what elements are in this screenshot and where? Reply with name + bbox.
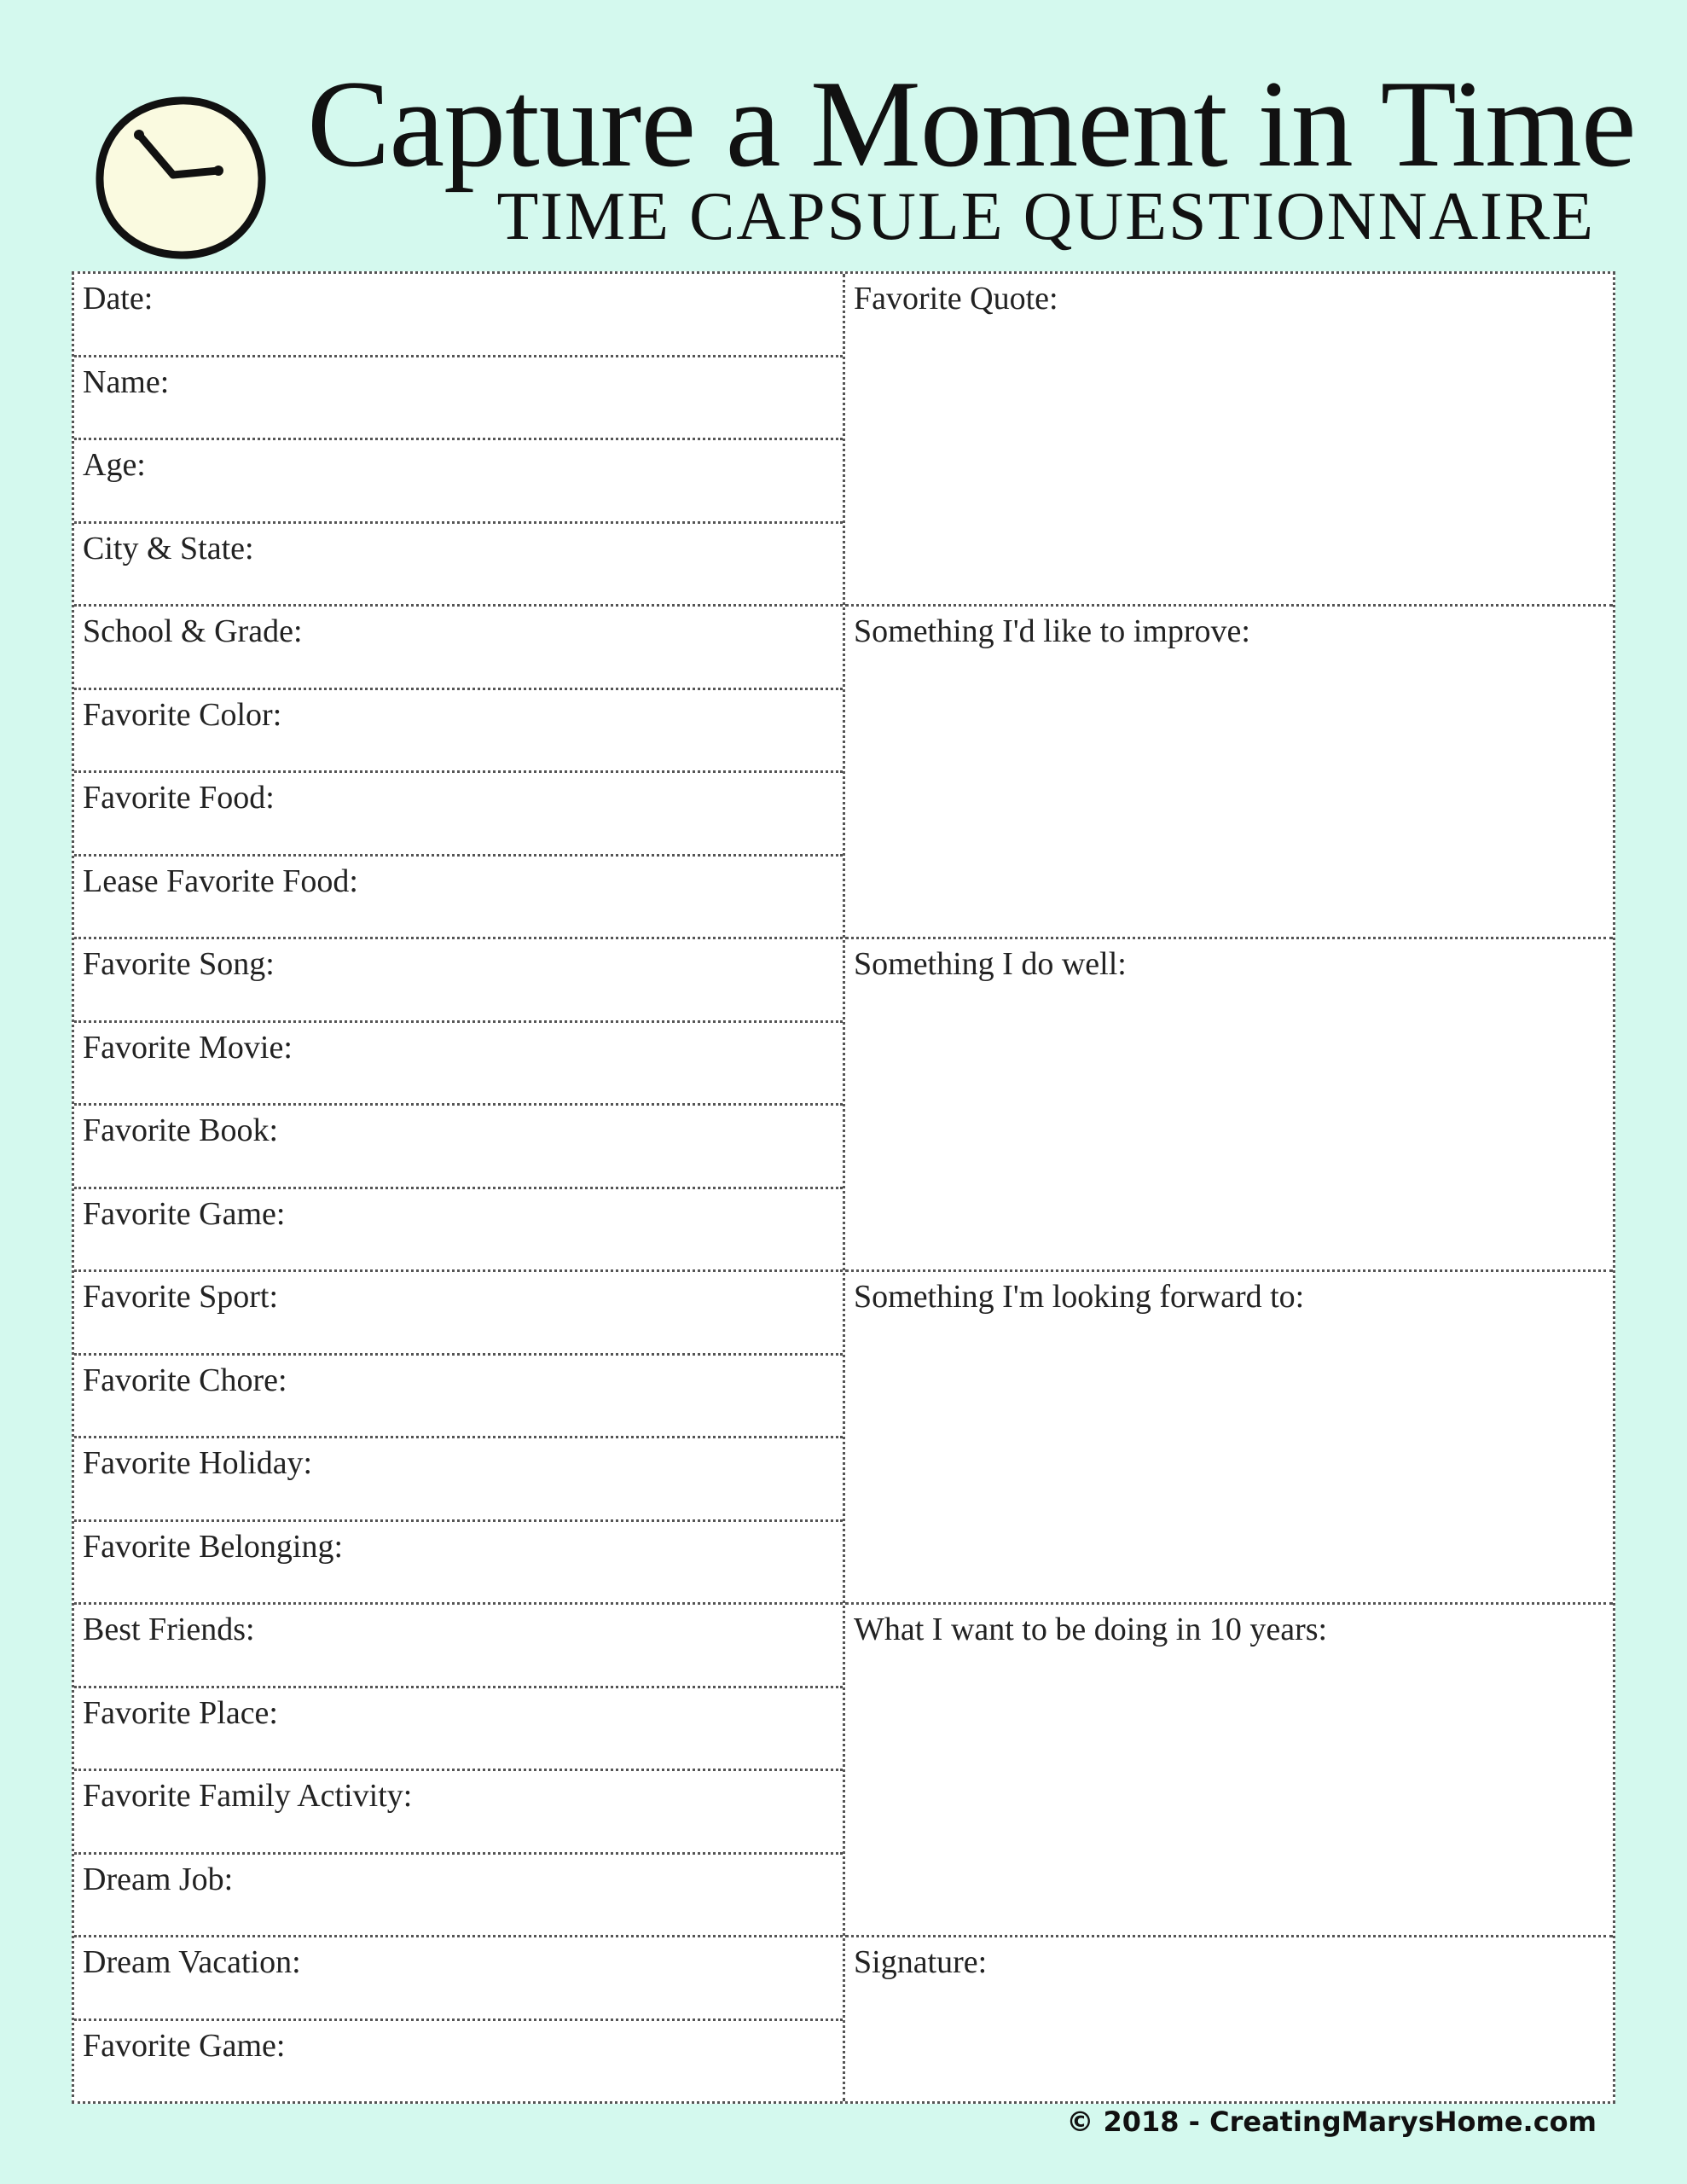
copyright-footer: © 2018 - CreatingMarysHome.com bbox=[1066, 2106, 1597, 2138]
field-date[interactable]: Date: bbox=[74, 274, 843, 357]
field-ten-years[interactable]: What I want to be doing in 10 years: bbox=[845, 1605, 1613, 1937]
field-favorite-color[interactable]: Favorite Color: bbox=[74, 690, 843, 774]
left-column bbox=[74, 274, 845, 2101]
field-favorite-belonging[interactable]: Favorite Belonging: bbox=[74, 1522, 843, 1606]
field-signature[interactable]: Signature: bbox=[854, 1944, 988, 1980]
field-favorite-chore[interactable]: Favorite Chore: bbox=[74, 1356, 843, 1439]
field-best-friends[interactable]: Best Friends: bbox=[74, 1605, 843, 1688]
field-dream-job[interactable]: Dream Job: bbox=[74, 1855, 843, 1938]
questionnaire-form bbox=[72, 271, 1615, 2104]
field-city-state[interactable]: City & State: bbox=[74, 524, 843, 607]
page-subtitle: TIME CAPSULE QUESTIONNAIRE bbox=[496, 179, 1595, 254]
right-column bbox=[845, 274, 1613, 2101]
field-favorite-game[interactable]: Favorite Game: bbox=[74, 1189, 843, 1273]
field-favorite-song[interactable]: Favorite Song: bbox=[74, 939, 843, 1023]
field-name[interactable]: Name: bbox=[74, 357, 843, 441]
field-looking-forward[interactable]: Something I'm looking forward to: bbox=[845, 1272, 1613, 1605]
field-favorite-food[interactable]: Favorite Food: bbox=[74, 773, 843, 857]
field-favorite-place[interactable]: Favorite Place: bbox=[74, 1688, 843, 1772]
field-age[interactable]: Age: bbox=[74, 440, 843, 524]
field-favorite-holiday[interactable]: Favorite Holiday: bbox=[74, 1438, 843, 1522]
field-favorite-book[interactable]: Favorite Book: bbox=[74, 1106, 843, 1189]
field-dream-vacation[interactable]: Dream Vacation: bbox=[74, 1937, 843, 2021]
field-favorite-family-activity[interactable]: Favorite Family Activity: bbox=[74, 1771, 843, 1855]
field-favorite-movie[interactable]: Favorite Movie: bbox=[74, 1023, 843, 1107]
page-title: Capture a Moment in Time bbox=[307, 55, 1636, 193]
field-favorite-sport[interactable]: Favorite Sport: bbox=[74, 1272, 843, 1356]
clock-icon bbox=[92, 94, 268, 261]
field-favorite-quote[interactable]: Favorite Quote: bbox=[845, 274, 1613, 607]
field-least-favorite-food[interactable]: Lease Favorite Food: bbox=[74, 857, 843, 940]
field-improve[interactable]: Something I'd like to improve: bbox=[845, 607, 1613, 939]
field-do-well[interactable]: Something I do well: bbox=[845, 939, 1613, 1272]
field-favorite-game-2[interactable]: Favorite Game: bbox=[83, 2027, 286, 2064]
field-school-grade[interactable]: School & Grade: bbox=[74, 607, 843, 690]
